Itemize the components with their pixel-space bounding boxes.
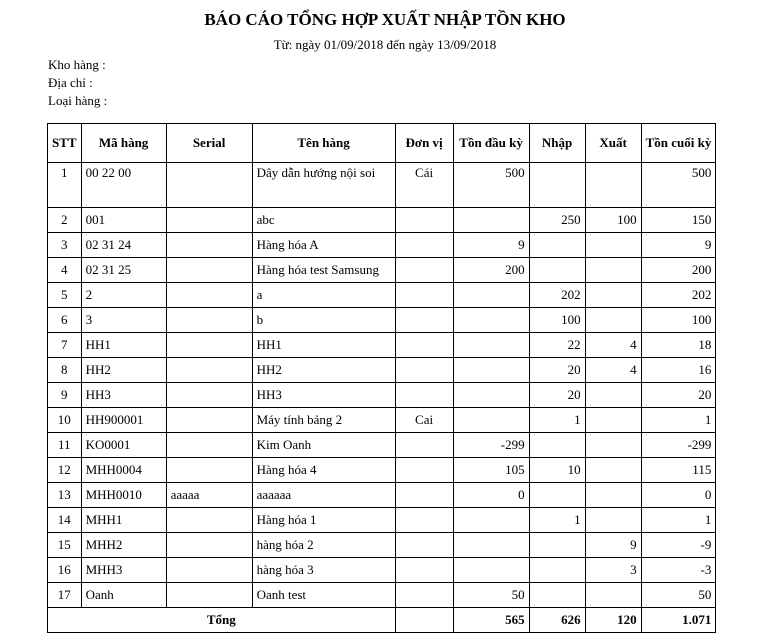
table-header-row — [48, 124, 716, 163]
cell-nhap — [529, 433, 585, 458]
cell-ton-dau-ky: -299 — [453, 433, 529, 458]
cell-ten-hang: Hàng hóa A — [252, 233, 395, 258]
cell-ma-hang: 3 — [81, 308, 166, 333]
cell-nhap — [529, 583, 585, 608]
cell-stt: 4 — [48, 258, 82, 283]
cell-ton-cuoi-ky: 150 — [641, 208, 716, 233]
cell-serial — [166, 233, 252, 258]
header-don-vi: Đơn vị — [395, 124, 453, 163]
cell-ma-hang: 02 31 25 — [81, 258, 166, 283]
cell-ma-hang: MHH0010 — [81, 483, 166, 508]
cell-serial — [166, 583, 252, 608]
cell-nhap: 1 — [529, 408, 585, 433]
cell-xuat — [585, 383, 641, 408]
cell-stt: 11 — [48, 433, 82, 458]
cell-stt: 3 — [48, 233, 82, 258]
cell-serial — [166, 283, 252, 308]
cell-xuat — [585, 583, 641, 608]
table-row — [48, 333, 716, 358]
cell-nhap — [529, 233, 585, 258]
cell-ton-cuoi-ky: 0 — [641, 483, 716, 508]
cell-xuat — [585, 433, 641, 458]
table-row — [48, 408, 716, 433]
table-row — [48, 583, 716, 608]
header-serial: Serial — [166, 124, 252, 163]
cell-ton-dau-ky — [453, 408, 529, 433]
total-ton-dau-ky: 565 — [453, 608, 529, 633]
header-nhap: Nhập — [529, 124, 585, 163]
header-ton-cuoi-ky: Tồn cuối kỳ — [641, 124, 716, 163]
report-date-range: Từ: ngày 01/09/2018 đến ngày 13/09/2018 — [273, 37, 497, 52]
cell-nhap: 20 — [529, 358, 585, 383]
cell-stt: 17 — [48, 583, 82, 608]
cell-don-vi — [395, 558, 453, 583]
cell-ten-hang: Hàng hóa test Samsung — [252, 258, 395, 283]
cell-nhap — [529, 163, 585, 208]
cell-nhap: 250 — [529, 208, 585, 233]
cell-ton-dau-ky — [453, 308, 529, 333]
cell-ton-cuoi-ky: 100 — [641, 308, 716, 333]
cell-nhap — [529, 533, 585, 558]
cell-ma-hang: MHH2 — [81, 533, 166, 558]
cell-serial: aaaaa — [166, 483, 252, 508]
cell-ton-cuoi-ky: 202 — [641, 283, 716, 308]
cell-nhap — [529, 558, 585, 583]
cell-xuat — [585, 458, 641, 483]
cell-stt: 13 — [48, 483, 82, 508]
warehouse-label: Kho hàng : — [48, 57, 106, 72]
cell-ton-dau-ky — [453, 383, 529, 408]
address-label: Địa chỉ : — [48, 75, 93, 90]
cell-stt: 8 — [48, 358, 82, 383]
cell-xuat — [585, 508, 641, 533]
cell-don-vi — [395, 208, 453, 233]
total-nhap: 626 — [529, 608, 585, 633]
cell-serial — [166, 358, 252, 383]
cell-ton-dau-ky — [453, 358, 529, 383]
cell-stt: 1 — [48, 163, 82, 208]
cell-don-vi — [395, 233, 453, 258]
cell-ten-hang: hàng hóa 2 — [252, 533, 395, 558]
cell-ma-hang: HH3 — [81, 383, 166, 408]
table-row — [48, 458, 716, 483]
cell-ten-hang: b — [252, 308, 395, 333]
table-row — [48, 508, 716, 533]
cell-stt: 5 — [48, 283, 82, 308]
cell-serial — [166, 508, 252, 533]
cell-xuat: 9 — [585, 533, 641, 558]
cell-ton-cuoi-ky: -9 — [641, 533, 716, 558]
cell-ton-cuoi-ky: -3 — [641, 558, 716, 583]
cell-ton-dau-ky: 500 — [453, 163, 529, 208]
table-row — [48, 383, 716, 408]
cell-xuat: 4 — [585, 333, 641, 358]
cell-ten-hang: Hàng hóa 4 — [252, 458, 395, 483]
cell-stt: 2 — [48, 208, 82, 233]
cell-ten-hang: abc — [252, 208, 395, 233]
cell-serial — [166, 258, 252, 283]
cell-stt: 6 — [48, 308, 82, 333]
cell-nhap — [529, 483, 585, 508]
cell-xuat — [585, 308, 641, 333]
header-xuat: Xuất — [585, 124, 641, 163]
table-row — [48, 483, 716, 508]
cell-ma-hang: 2 — [81, 283, 166, 308]
cell-don-vi — [395, 483, 453, 508]
report-title: BÁO CÁO TỔNG HỢP XUẤT NHẬP TỒN KHO — [204, 10, 566, 29]
cell-serial — [166, 383, 252, 408]
cell-xuat — [585, 408, 641, 433]
cell-ton-dau-ky — [453, 533, 529, 558]
cell-nhap: 10 — [529, 458, 585, 483]
cell-ma-hang: MHH1 — [81, 508, 166, 533]
cell-ton-cuoi-ky: 16 — [641, 358, 716, 383]
cell-don-vi — [395, 533, 453, 558]
cell-ma-hang: MHH0004 — [81, 458, 166, 483]
cell-ten-hang: Dây dẫn hướng nội soi — [252, 163, 395, 208]
total-label: Tổng — [48, 608, 396, 633]
cell-ma-hang: 02 31 24 — [81, 233, 166, 258]
cell-ten-hang: a — [252, 283, 395, 308]
cell-serial — [166, 408, 252, 433]
cell-ten-hang: HH2 — [252, 358, 395, 383]
cell-ma-hang: Oanh — [81, 583, 166, 608]
total-ton-cuoi-ky: 1.071 — [641, 608, 716, 633]
cell-serial — [166, 558, 252, 583]
cell-don-vi — [395, 258, 453, 283]
cell-ma-hang: 001 — [81, 208, 166, 233]
cell-don-vi — [395, 358, 453, 383]
cell-ten-hang: Máy tính bảng 2 — [252, 408, 395, 433]
header-ton-dau-ky: Tồn đầu kỳ — [453, 124, 529, 163]
cell-ton-cuoi-ky: -299 — [641, 433, 716, 458]
cell-serial — [166, 433, 252, 458]
cell-ten-hang: Hàng hóa 1 — [252, 508, 395, 533]
cell-stt: 9 — [48, 383, 82, 408]
cell-ten-hang: aaaaaa — [252, 483, 395, 508]
table-row — [48, 233, 716, 258]
cell-xuat — [585, 258, 641, 283]
cell-nhap: 1 — [529, 508, 585, 533]
cell-don-vi: Cai — [395, 408, 453, 433]
cell-xuat: 3 — [585, 558, 641, 583]
header-stt: STT — [48, 124, 82, 163]
cell-xuat — [585, 163, 641, 208]
goods-type-label: Loại hàng : — [48, 93, 108, 108]
cell-stt: 15 — [48, 533, 82, 558]
table-row — [48, 308, 716, 333]
table-row — [48, 433, 716, 458]
cell-nhap: 100 — [529, 308, 585, 333]
cell-ton-dau-ky: 9 — [453, 233, 529, 258]
cell-serial — [166, 533, 252, 558]
cell-ton-dau-ky: 105 — [453, 458, 529, 483]
cell-ten-hang: hàng hóa 3 — [252, 558, 395, 583]
cell-serial — [166, 308, 252, 333]
cell-serial — [166, 333, 252, 358]
table-row — [48, 208, 716, 233]
cell-stt: 16 — [48, 558, 82, 583]
header-ma-hang: Mã hàng — [81, 124, 166, 163]
cell-stt: 7 — [48, 333, 82, 358]
table-row — [48, 533, 716, 558]
cell-serial — [166, 458, 252, 483]
header-ten-hang: Tên hàng — [252, 124, 395, 163]
total-xuat: 120 — [585, 608, 641, 633]
cell-nhap: 20 — [529, 383, 585, 408]
cell-nhap: 22 — [529, 333, 585, 358]
cell-ten-hang: Oanh test — [252, 583, 395, 608]
cell-ten-hang: HH1 — [252, 333, 395, 358]
cell-nhap — [529, 258, 585, 283]
table-row — [48, 258, 716, 283]
table-row — [48, 283, 716, 308]
cell-ton-cuoi-ky: 18 — [641, 333, 716, 358]
cell-ton-dau-ky: 0 — [453, 483, 529, 508]
cell-ten-hang: Kim Oanh — [252, 433, 395, 458]
cell-ton-dau-ky — [453, 508, 529, 533]
cell-xuat: 4 — [585, 358, 641, 383]
cell-don-vi — [395, 308, 453, 333]
cell-ton-dau-ky — [453, 558, 529, 583]
cell-ton-cuoi-ky: 9 — [641, 233, 716, 258]
cell-don-vi — [395, 508, 453, 533]
cell-ma-hang: HH1 — [81, 333, 166, 358]
cell-don-vi — [395, 433, 453, 458]
cell-ma-hang: HH2 — [81, 358, 166, 383]
cell-ton-dau-ky: 200 — [453, 258, 529, 283]
cell-ton-cuoi-ky: 1 — [641, 408, 716, 433]
cell-ton-cuoi-ky: 200 — [641, 258, 716, 283]
cell-ma-hang: KO0001 — [81, 433, 166, 458]
cell-serial — [166, 163, 252, 208]
cell-don-vi: Cái — [395, 163, 453, 208]
cell-ton-cuoi-ky: 115 — [641, 458, 716, 483]
table-row — [48, 358, 716, 383]
cell-xuat — [585, 283, 641, 308]
cell-stt: 12 — [48, 458, 82, 483]
cell-ton-cuoi-ky: 50 — [641, 583, 716, 608]
cell-ton-cuoi-ky: 20 — [641, 383, 716, 408]
cell-xuat — [585, 483, 641, 508]
total-don-vi — [395, 608, 453, 633]
cell-don-vi — [395, 333, 453, 358]
cell-ton-dau-ky: 50 — [453, 583, 529, 608]
cell-stt: 10 — [48, 408, 82, 433]
cell-ton-cuoi-ky: 500 — [641, 163, 716, 208]
cell-xuat: 100 — [585, 208, 641, 233]
cell-stt: 14 — [48, 508, 82, 533]
cell-ma-hang: HH900001 — [81, 408, 166, 433]
cell-ton-dau-ky — [453, 333, 529, 358]
cell-xuat — [585, 233, 641, 258]
cell-ton-dau-ky — [453, 283, 529, 308]
cell-don-vi — [395, 583, 453, 608]
cell-don-vi — [395, 283, 453, 308]
table-row — [48, 558, 716, 583]
cell-don-vi — [395, 383, 453, 408]
cell-don-vi — [395, 458, 453, 483]
cell-ten-hang: HH3 — [252, 383, 395, 408]
cell-serial — [166, 208, 252, 233]
cell-nhap: 202 — [529, 283, 585, 308]
total-row — [48, 608, 716, 633]
inventory-table — [47, 123, 716, 633]
cell-ma-hang: MHH3 — [81, 558, 166, 583]
cell-ton-cuoi-ky: 1 — [641, 508, 716, 533]
cell-ma-hang: 00 22 00 — [81, 163, 166, 208]
table-row — [48, 163, 716, 208]
cell-ton-dau-ky — [453, 208, 529, 233]
